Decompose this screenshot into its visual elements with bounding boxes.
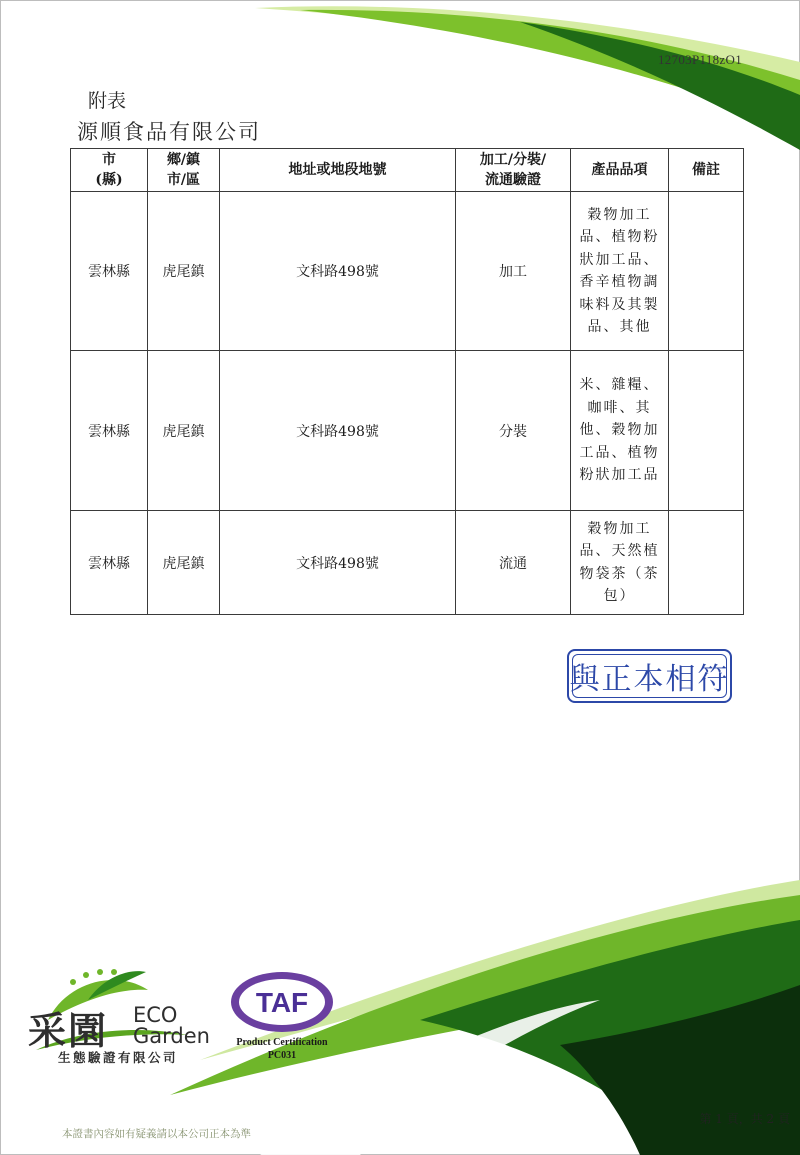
table-row	[71, 511, 744, 615]
cell-address: 文科路498號	[220, 511, 456, 615]
appendix-label: 附表	[88, 90, 127, 112]
true-copy-stamp	[567, 649, 732, 703]
header-address: 地址或地段地號	[220, 149, 456, 192]
cell-address: 文科路498號	[220, 351, 456, 511]
dot-icon	[111, 969, 117, 975]
cell-county: 雲林縣	[71, 192, 148, 351]
cell-county: 雲林縣	[71, 511, 148, 615]
header-county: 市 (縣)	[71, 149, 148, 192]
dot-icon	[83, 972, 89, 978]
cell-products: 穀物加工 品、植物粉 狀加工品、 香辛植物調 味料及其製 品、其他	[571, 192, 669, 351]
eco-garden-word-eco: ECO	[133, 1003, 178, 1027]
eco-garden-word-garden: Garden	[133, 1024, 210, 1048]
header-operation: 加工/分裝/ 流通驗證	[456, 149, 571, 192]
eco-garden-subtitle: 生態驗證有限公司	[58, 1050, 179, 1065]
table-header-row	[71, 149, 744, 192]
header-remarks: 備註	[669, 149, 744, 192]
stamp-text: 與正本相符	[569, 662, 730, 697]
page-number: 第 1 頁，共 2 頁	[699, 1112, 790, 1126]
eco-garden-chinese-name: 采園	[28, 1008, 109, 1053]
dot-icon	[97, 969, 103, 975]
dot-icon	[70, 979, 76, 985]
taf-caption: Product Certification	[236, 1037, 328, 1048]
cell-address: 文科路498號	[220, 192, 456, 351]
taf-accreditation-number: PC031	[267, 1050, 297, 1061]
cell-products: 米、雜糧、 咖啡、其 他、穀物加 工品、植物 粉狀加工品	[571, 351, 669, 511]
cell-operation: 分裝	[456, 351, 571, 511]
cell-county: 雲林縣	[71, 351, 148, 511]
cell-township: 虎尾鎮	[148, 192, 220, 351]
taf-mark: TAF	[255, 987, 309, 1018]
site-table	[70, 148, 744, 615]
table-row	[71, 192, 744, 351]
cell-remarks	[669, 192, 744, 351]
footer-note: 本證書內容如有疑義請以本公司正本為準	[62, 1128, 251, 1140]
header-township: 鄉/鎮 市/區	[148, 149, 220, 192]
cell-remarks	[669, 511, 744, 615]
cell-township: 虎尾鎮	[148, 511, 220, 615]
certificate-number: 12703P118zO1	[657, 52, 742, 67]
header-products: 產品品項	[571, 149, 669, 192]
cell-operation: 流通	[456, 511, 571, 615]
cell-township: 虎尾鎮	[148, 351, 220, 511]
company-name: 源順食品有限公司	[77, 120, 261, 144]
cell-products: 穀物加工 品、天然植 物袋茶（茶 包）	[571, 511, 669, 615]
taf-logo	[228, 969, 336, 1037]
cell-operation: 加工	[456, 192, 571, 351]
table-row	[71, 351, 744, 511]
cell-remarks	[669, 351, 744, 511]
